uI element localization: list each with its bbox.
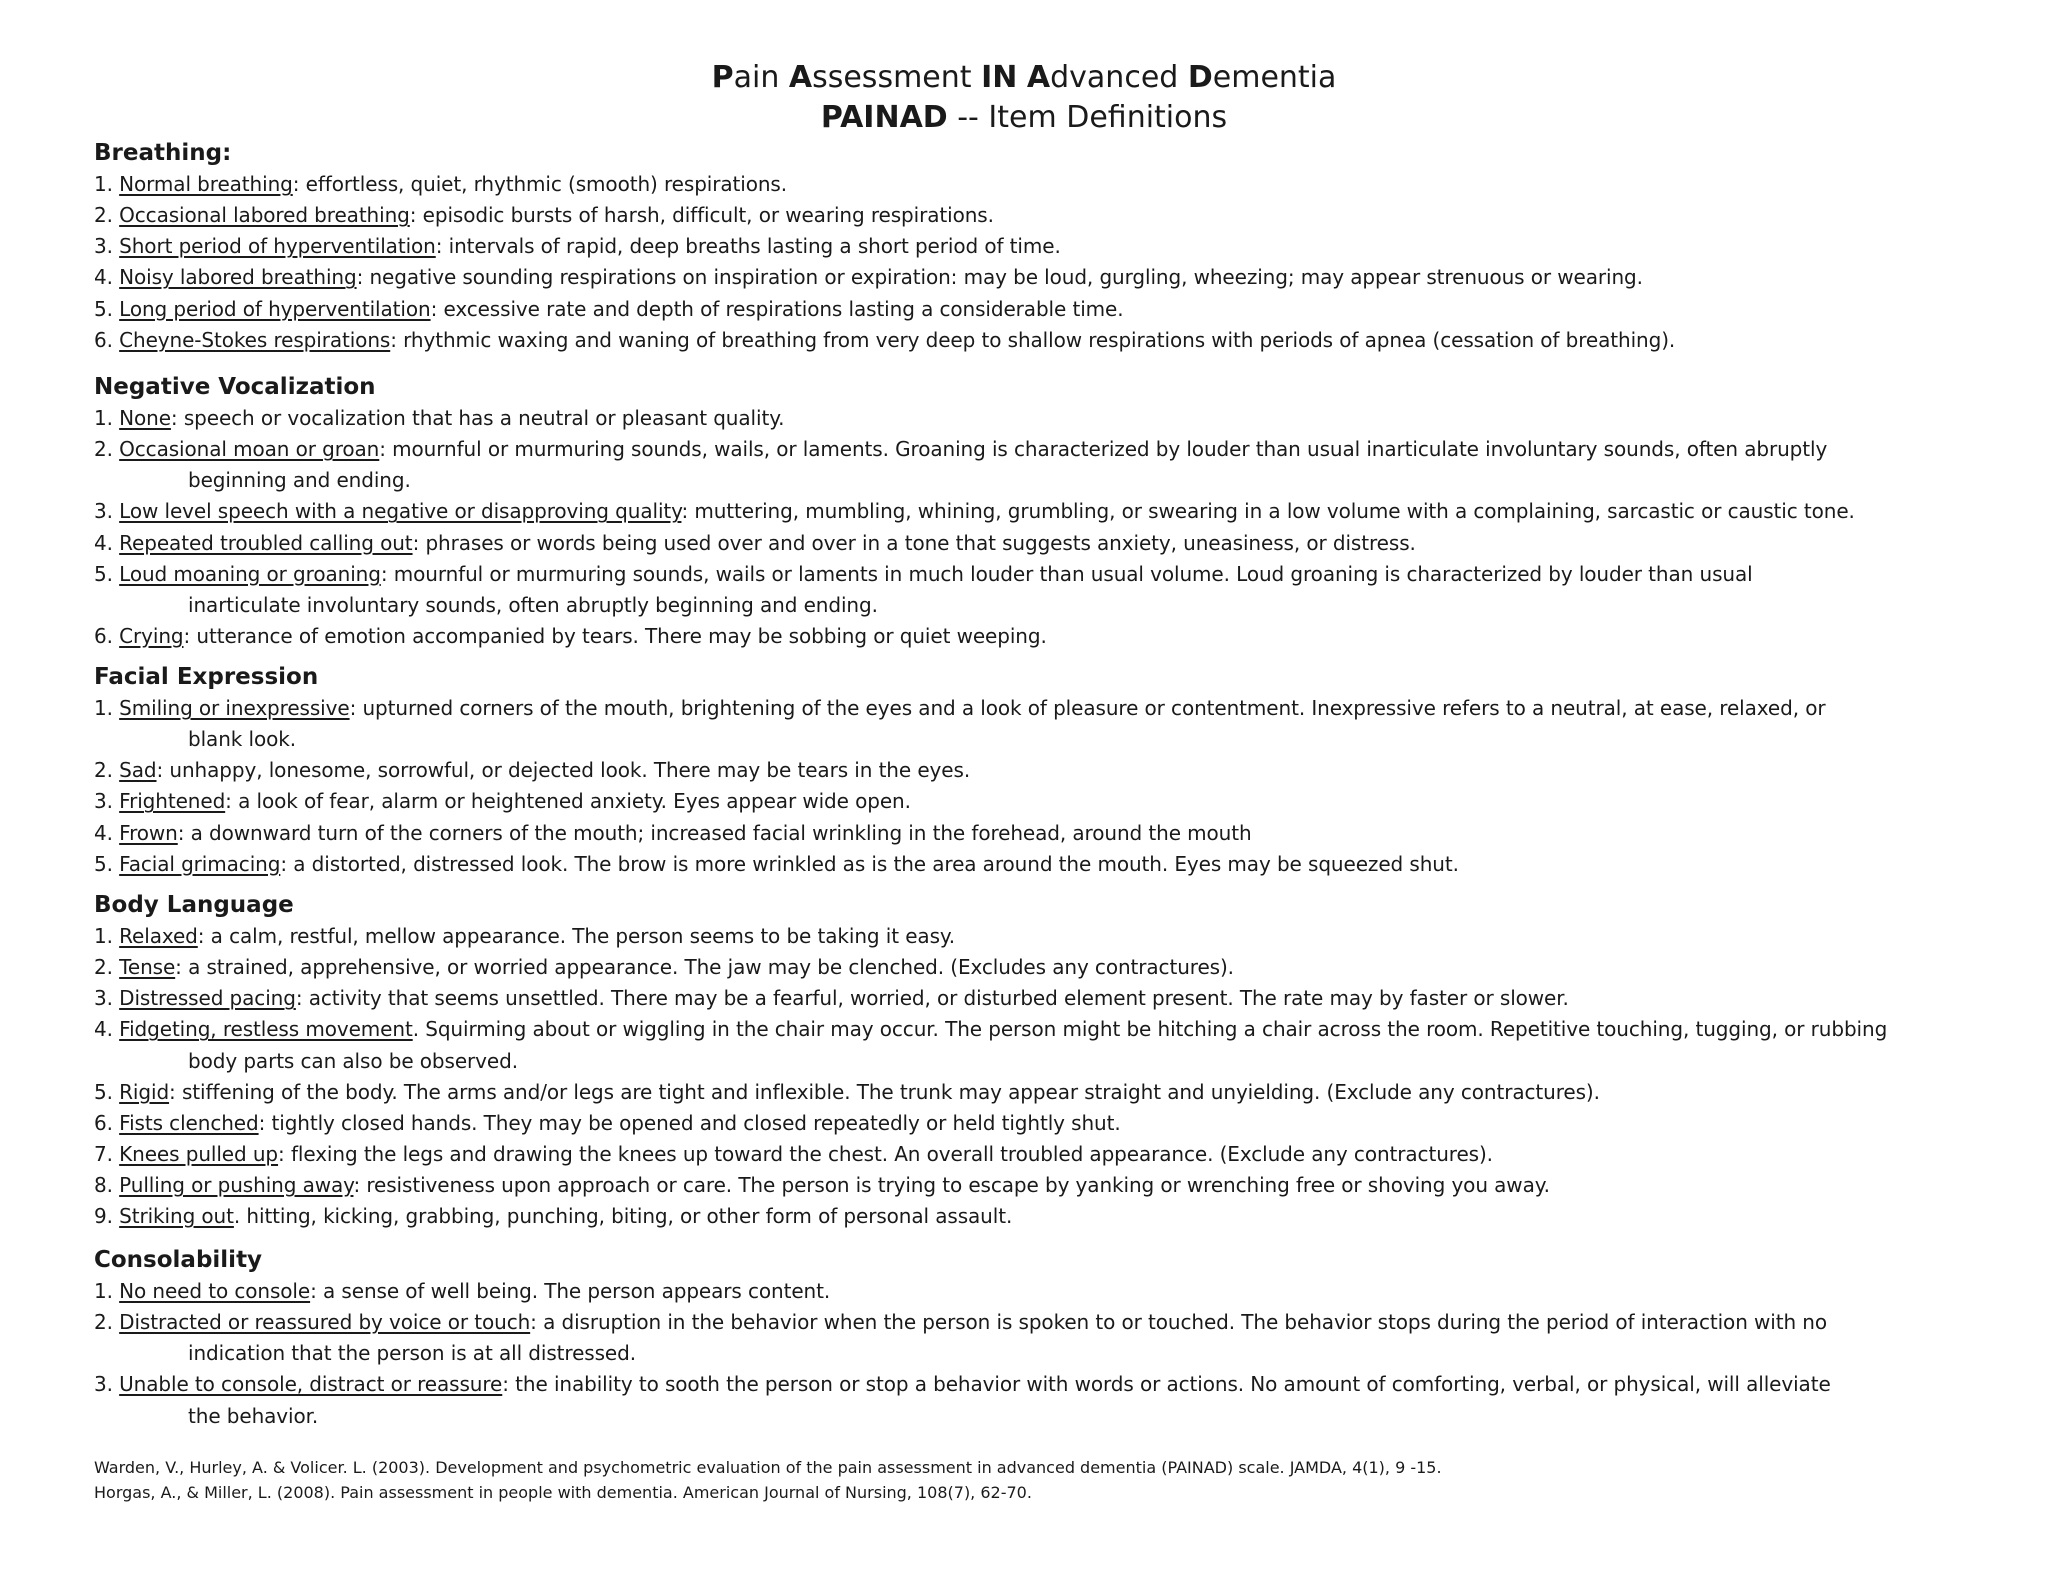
item-definition-continued: inarticulate involuntary sounds, often abruptly beginning and ending. (188, 592, 878, 617)
item-number: 1. (94, 696, 120, 721)
item-number: 4. (94, 820, 120, 845)
item-number: 1. (94, 172, 120, 197)
item-number: 3. (94, 1372, 120, 1397)
item-term: Normal breathing (119, 172, 293, 197)
definition-item (94, 921, 955, 952)
item-definition: : a disruption in the behavior when the person is spoken to or touched. The behavior stops during the period of interaction with no (530, 1310, 1828, 1335)
item-number: 4. (94, 1017, 120, 1042)
item-term: Fidgeting, restless movement (119, 1017, 413, 1042)
definition-item (94, 952, 1234, 983)
title-segment: IN (981, 60, 1018, 95)
item-number: 6. (94, 327, 120, 352)
item-definition: : intervals of rapid, deep breaths lasting a short period of time. (435, 234, 1061, 259)
item-definition: : episodic bursts of harsh, difficult, or wearing respirations. (409, 203, 994, 228)
item-definition: : tightly closed hands. They may be opened and closed repeatedly or held tightly shut. (258, 1110, 1121, 1135)
item-term: Knees pulled up (119, 1141, 279, 1166)
item-definition: . Squirming about or wiggling in the chair may occur. The person might be hitching a chair across the room. Repetitive touching, tugging, or rubbing (412, 1017, 1888, 1042)
item-term: Long period of hyperventilation (119, 296, 431, 321)
title-segment: D (1187, 60, 1213, 95)
item-term: Unable to console, distract or reassure (119, 1372, 503, 1397)
item-term: Crying (119, 623, 184, 648)
item-term: Distracted or reassured by voice or touch (119, 1310, 531, 1335)
section-heading: Negative Vocalization (94, 374, 376, 400)
definition-item (94, 325, 1675, 356)
item-number: 5. (94, 296, 120, 321)
definition-item (94, 1276, 830, 1307)
definition-item (94, 294, 1124, 325)
item-definition: : rhythmic waxing and waning of breathing from very deep to shallow respirations with periods of apnea (cessation of breathing). (390, 327, 1676, 352)
definition-item (94, 693, 1825, 724)
definition-item (94, 983, 1569, 1014)
item-definition: : activity that seems unsettled. There may be a fearful, worried, or disturbed element present. The rate may by faster or slower. (295, 986, 1569, 1011)
item-number: 2. (94, 1310, 120, 1335)
item-term: Fists clenched (119, 1110, 259, 1135)
item-number: 1. (94, 924, 120, 949)
item-term: Occasional labored breathing (119, 203, 410, 228)
item-number: 2. (94, 203, 120, 228)
title-segment: A (1026, 60, 1051, 95)
item-definition-continued: blank look. (188, 727, 296, 752)
item-definition: : excessive rate and depth of respirations lasting a considerable time. (430, 296, 1124, 321)
item-definition: : phrases or words being used over and over in a tone that suggests anxiety, uneasiness, or distress. (412, 530, 1416, 555)
title-segment (1017, 60, 1027, 95)
item-term: Relaxed (119, 924, 198, 949)
definition-item (94, 262, 1643, 293)
title-segment: ementia (1212, 60, 1337, 95)
section-heading: Body Language (94, 892, 294, 918)
item-definition: : a distorted, distressed look. The brow is more wrinkled as is the area around the mouth. Eyes may be squeezed shut. (280, 851, 1459, 876)
item-number: 9. (94, 1204, 120, 1228)
item-definition: : flexing the legs and drawing the knees up toward the chest. An overall troubled appearance. (Exclude any contractures). (278, 1141, 1493, 1166)
item-definition: : upturned corners of the mouth, brightening of the eyes and a look of pleasure or contentment. Inexpressive refers to a neutral, at ease, relaxed, or (349, 696, 1826, 721)
item-term: Short period of hyperventilation (119, 234, 436, 259)
definition-item (94, 818, 1252, 849)
reference-entry: Horgas, A., & Miller, L. (2008). Pain assessment in people with dementia. American Journal of Nursing, 108(7), 62-70. (94, 1483, 1032, 1502)
item-definition: : a strained, apprehensive, or worried appearance. The jaw may be clenched. (Excludes any contractures). (175, 955, 1234, 980)
item-term: Pulling or pushing away (119, 1172, 354, 1197)
item-definition: : unhappy, lonesome, sorrowful, or dejected look. There may be tears in the eyes. (156, 758, 971, 783)
title-segment: A (788, 60, 813, 95)
item-definition: : stiffening of the body. The arms and/or legs are tight and inflexible. The trunk may appear straight and unyielding. (Exclude any contractures). (169, 1079, 1600, 1104)
title-segment: P (711, 60, 734, 95)
definition-item (94, 1307, 1827, 1338)
item-term: Occasional moan or groan (119, 437, 380, 462)
item-number: 3. (94, 789, 120, 814)
section-heading: Facial Expression (94, 664, 319, 690)
definition-item (94, 849, 1459, 880)
item-term: Rigid (119, 1079, 170, 1104)
section-heading: Breathing: (94, 140, 232, 166)
title-segment: PAINAD (820, 100, 948, 135)
item-term: Loud moaning or groaning (119, 561, 381, 586)
item-definition-continued: the behavior. (188, 1403, 319, 1428)
item-definition: : speech or vocalization that has a neutral or pleasant quality. (170, 406, 785, 431)
item-term: Facial grimacing (119, 851, 281, 876)
item-definition: : the inability to sooth the person or stop a behavior with words or actions. No amount of comforting, verbal, or physical, will alleviate (502, 1372, 1831, 1397)
title-segment: -- Item Definitions (947, 100, 1228, 135)
item-term: None (119, 406, 171, 431)
item-number: 5. (94, 1079, 120, 1104)
item-definition: : resistiveness upon approach or care. The person is trying to escape by yanking or wrenching free or shoving you away. (353, 1172, 1550, 1197)
item-definition-continued: body parts can also be observed. (188, 1048, 518, 1073)
item-definition: : mournful or murmuring sounds, wails or laments in much louder than usual volume. Loud groaning is characterized by louder than usual (380, 561, 1753, 586)
section-heading: Consolability (94, 1247, 263, 1273)
title-segment: ain (733, 60, 789, 95)
item-number: 5. (94, 561, 120, 586)
item-number: 2. (94, 437, 120, 462)
definition-item (94, 231, 1061, 262)
item-definition-continued: beginning and ending. (188, 468, 411, 493)
definition-item (94, 1108, 1121, 1139)
item-number: 1. (94, 1279, 120, 1304)
reference-entry: Warden, V., Hurley, A. & Volicer. L. (2003). Development and psychometric evaluation of the pain assessment in advanced dementia (PAINAD) scale. JAMDA, 4(1), 9 -15. (94, 1458, 1442, 1477)
title-line-1 (0, 58, 2048, 98)
item-number: 6. (94, 623, 120, 648)
definition-item (94, 403, 784, 434)
item-number: 2. (94, 758, 120, 783)
definition-item (94, 434, 1827, 465)
item-definition: : negative sounding respirations on inspiration or expiration: may be loud, gurgling, wheezing; may appear strenuous or wearing. (356, 265, 1643, 290)
item-term: No need to console (119, 1279, 311, 1304)
item-term: Cheyne-Stokes respirations (119, 327, 391, 352)
title-line-2 (0, 98, 2048, 138)
title-segment: ssessment (812, 60, 982, 95)
item-definition: : a look of fear, alarm or heightened anxiety. Eyes appear wide open. (225, 789, 911, 814)
item-number: 1. (94, 406, 120, 431)
item-definition: . hitting, kicking, grabbing, punching, biting, or other form of personal assault. (233, 1204, 1013, 1228)
item-term: Frown (119, 820, 178, 845)
definition-item (94, 1077, 1600, 1108)
definition-item (94, 559, 1753, 590)
definition-item (94, 169, 787, 200)
definition-item (94, 1014, 1887, 1045)
definition-item (94, 200, 994, 231)
item-term: Noisy labored breathing (119, 265, 357, 290)
item-term: Distressed pacing (119, 986, 296, 1011)
item-term: Smiling or inexpressive (119, 696, 350, 721)
item-number: 7. (94, 1141, 120, 1166)
item-number: 4. (94, 530, 120, 555)
item-definition: : effortless, quiet, rhythmic (smooth) respirations. (292, 172, 788, 197)
definition-item (94, 621, 1047, 652)
item-definition: : a sense of well being. The person appears content. (310, 1279, 831, 1304)
item-term: Repeated troubled calling out (119, 530, 413, 555)
item-definition-continued: indication that the person is at all distressed. (188, 1341, 636, 1366)
item-term: Low level speech with a negative or disapproving quality (119, 499, 682, 524)
item-definition: : utterance of emotion accompanied by tears. There may be sobbing or quiet weeping. (183, 623, 1047, 648)
item-number: 3. (94, 234, 120, 259)
item-definition: : muttering, mumbling, whining, grumbling, or swearing in a low volume with a complaining, sarcastic or caustic tone. (681, 499, 1855, 524)
item-number: 3. (94, 986, 120, 1011)
title-segment: dvanced (1050, 60, 1188, 95)
item-term: Frightened (119, 789, 226, 814)
item-number: 8. (94, 1172, 120, 1197)
item-term: Striking out (119, 1204, 234, 1228)
item-number: 3. (94, 499, 120, 524)
item-number: 4. (94, 265, 120, 290)
item-number: 6. (94, 1110, 120, 1135)
definition-item (94, 496, 1855, 527)
item-number: 2. (94, 955, 120, 980)
item-definition: : a calm, restful, mellow appearance. The person seems to be taking it easy. (197, 924, 956, 949)
item-definition: : a downward turn of the corners of the mouth; increased facial wrinkling in the forehead, around the mouth (177, 820, 1252, 845)
definition-item (94, 1170, 1550, 1201)
definition-item (94, 528, 1416, 559)
item-number: 5. (94, 851, 120, 876)
definition-item (94, 755, 970, 786)
item-definition: : mournful or murmuring sounds, wails, or laments. Groaning is characterized by louder than usual inarticulate involuntary sounds, often abruptly (379, 437, 1828, 462)
definition-item (94, 1139, 1493, 1170)
item-term: Sad (119, 758, 157, 783)
item-term: Tense (119, 955, 176, 980)
definition-item (94, 1369, 1831, 1400)
definition-item (94, 1201, 1012, 1232)
definition-item (94, 786, 911, 817)
